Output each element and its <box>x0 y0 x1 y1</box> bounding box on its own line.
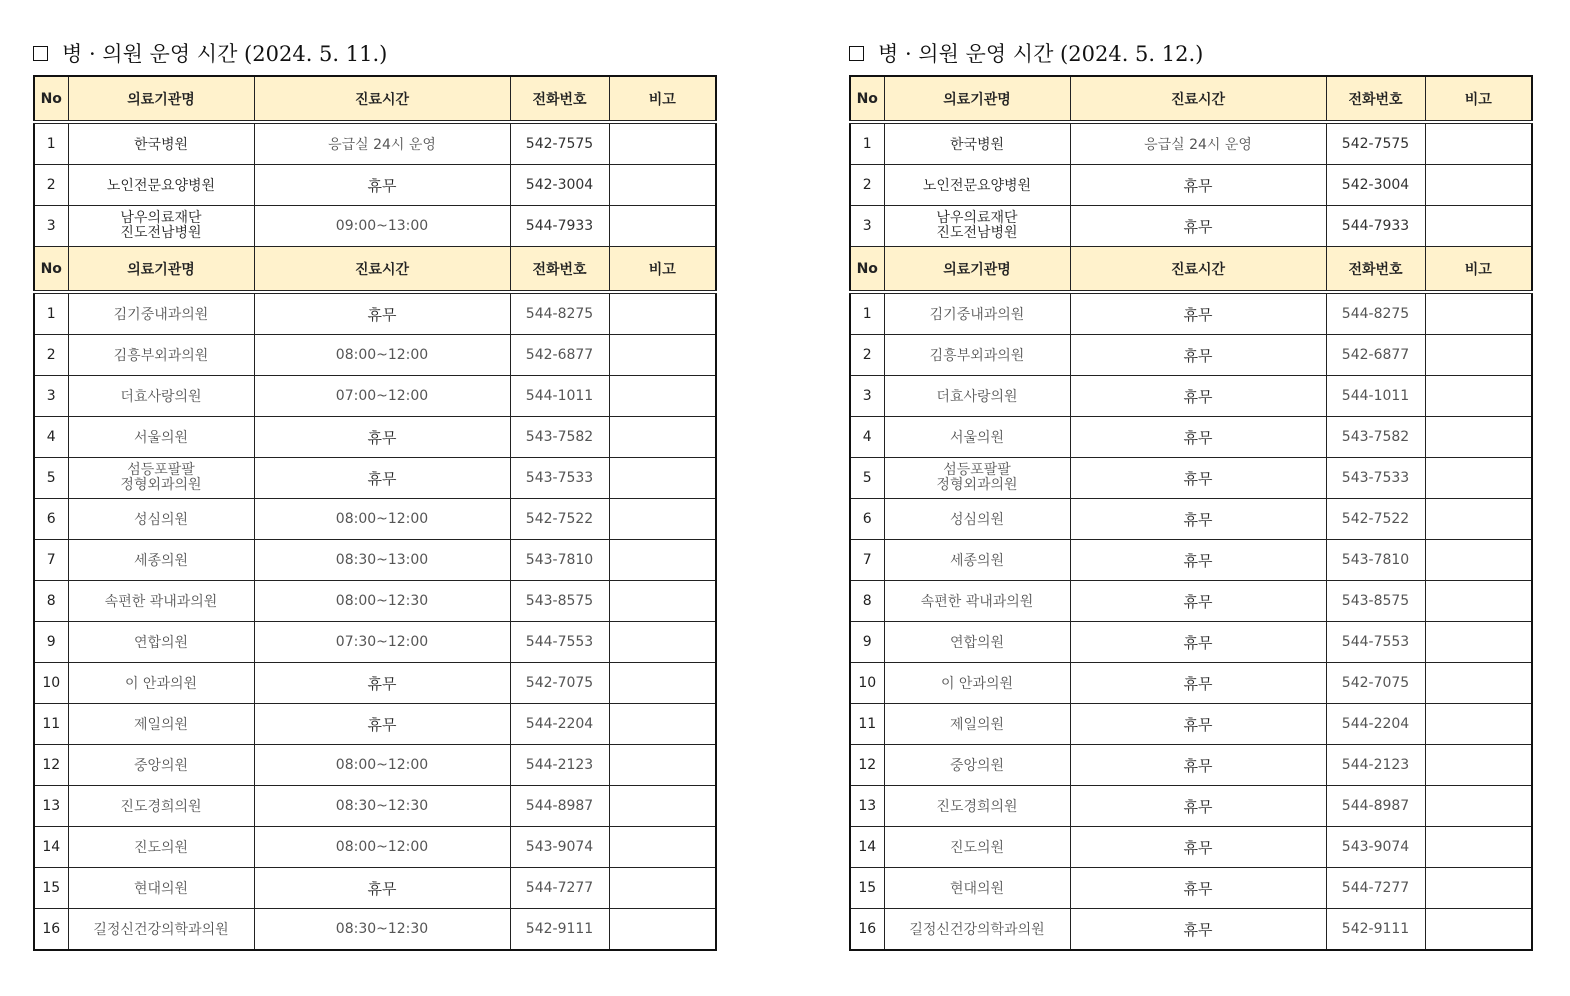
phone-number: 544-2123 <box>510 745 609 786</box>
table-row <box>34 376 716 417</box>
institution-name-line2: 진도전남병원 <box>936 225 1018 241</box>
note-cell <box>1425 622 1532 663</box>
operating-hours: 08:00~12:00 <box>254 745 510 786</box>
row-number: 15 <box>850 868 884 909</box>
table-row <box>34 540 716 581</box>
row-number: 5 <box>34 458 68 499</box>
note-cell <box>609 499 716 540</box>
phone-number: 544-7933 <box>510 206 609 247</box>
table-row <box>850 540 1532 581</box>
note-cell <box>609 292 716 335</box>
table-header-row <box>34 247 716 293</box>
institution-name-line1: 섬등포팔팔 <box>127 462 195 478</box>
row-number: 9 <box>34 622 68 663</box>
institution-name: 노인전문요양병원 <box>68 165 254 206</box>
phone-number: 542-9111 <box>510 909 609 951</box>
row-number: 6 <box>850 499 884 540</box>
note-cell <box>609 786 716 827</box>
operating-hours: 08:30~12:30 <box>254 909 510 951</box>
institution-name-line1: 남우의료재단 <box>120 210 202 226</box>
header-time: 진료시간 <box>1070 247 1326 293</box>
table-row <box>34 909 716 951</box>
institution-name-line2: 진도전남병원 <box>120 225 202 241</box>
header-no: No <box>850 76 884 122</box>
table-row <box>850 206 1532 247</box>
phone-number: 544-8987 <box>510 786 609 827</box>
institution-name-line1: 남우의료재단 <box>936 210 1018 226</box>
header-time: 진료시간 <box>254 76 510 122</box>
operating-hours: 08:30~13:00 <box>254 540 510 581</box>
phone-number: 543-7810 <box>1326 540 1425 581</box>
phone-number: 543-8575 <box>1326 581 1425 622</box>
row-number: 2 <box>850 335 884 376</box>
header-no: No <box>34 76 68 122</box>
note-cell <box>609 376 716 417</box>
institution-name: 한국병원 <box>884 122 1070 165</box>
phone-number: 542-7075 <box>510 663 609 704</box>
phone-number: 542-7522 <box>510 499 609 540</box>
note-cell <box>1425 868 1532 909</box>
row-number: 13 <box>850 786 884 827</box>
note-cell <box>609 206 716 247</box>
operating-hours: 휴무 <box>1070 458 1326 499</box>
header-time: 진료시간 <box>1070 76 1326 122</box>
note-cell <box>1425 417 1532 458</box>
note-cell <box>1425 292 1532 335</box>
phone-number: 543-7810 <box>510 540 609 581</box>
hospital-section <box>34 76 716 247</box>
institution-name-line2: 정형외과의원 <box>120 477 202 493</box>
table-row <box>34 786 716 827</box>
schedule-table <box>849 75 1533 951</box>
institution-name: 현대의원 <box>884 868 1070 909</box>
operating-hours: 휴무 <box>1070 704 1326 745</box>
header-no: No <box>34 247 68 293</box>
operating-hours: 휴무 <box>254 868 510 909</box>
phone-number: 542-7075 <box>1326 663 1425 704</box>
table-row <box>850 499 1532 540</box>
row-number: 14 <box>34 827 68 868</box>
table-header-row <box>850 76 1532 122</box>
table-row <box>850 581 1532 622</box>
schedule-panel-may-11 <box>33 36 715 951</box>
operating-hours: 09:00~13:00 <box>254 206 510 247</box>
row-number: 2 <box>850 165 884 206</box>
table-row <box>34 827 716 868</box>
operating-hours: 08:00~12:30 <box>254 581 510 622</box>
note-cell <box>1425 458 1532 499</box>
institution-name: 김기중내과의원 <box>68 292 254 335</box>
note-cell <box>1425 663 1532 704</box>
row-number: 13 <box>34 786 68 827</box>
table-row <box>34 458 716 499</box>
phone-number: 542-3004 <box>1326 165 1425 206</box>
table-row <box>850 376 1532 417</box>
institution-name: 더효사랑의원 <box>68 376 254 417</box>
institution-name: 연합의원 <box>68 622 254 663</box>
phone-number: 543-9074 <box>1326 827 1425 868</box>
institution-name: 성심의원 <box>884 499 1070 540</box>
institution-name <box>884 206 1070 247</box>
table-header-row <box>850 247 1532 293</box>
institution-name: 세종의원 <box>884 540 1070 581</box>
note-cell <box>1425 540 1532 581</box>
note-cell <box>1425 376 1532 417</box>
operating-hours: 휴무 <box>1070 417 1326 458</box>
row-number: 12 <box>34 745 68 786</box>
table-row <box>34 663 716 704</box>
operating-hours: 휴무 <box>1070 909 1326 951</box>
row-number: 2 <box>34 335 68 376</box>
operating-hours: 휴무 <box>254 417 510 458</box>
institution-name: 김흥부외과의원 <box>68 335 254 376</box>
institution-name: 연합의원 <box>884 622 1070 663</box>
phone-number: 544-7933 <box>1326 206 1425 247</box>
operating-hours: 08:00~12:00 <box>254 335 510 376</box>
institution-name: 길정신건강의학과의원 <box>884 909 1070 951</box>
note-cell <box>609 663 716 704</box>
operating-hours: 휴무 <box>254 458 510 499</box>
institution-name: 중앙의원 <box>68 745 254 786</box>
row-number: 2 <box>34 165 68 206</box>
table-row <box>850 827 1532 868</box>
phone-number: 543-7582 <box>510 417 609 458</box>
header-note: 비고 <box>609 247 716 293</box>
phone-number: 542-7522 <box>1326 499 1425 540</box>
institution-name: 서울의원 <box>884 417 1070 458</box>
phone-number: 543-7582 <box>1326 417 1425 458</box>
phone-number: 542-7575 <box>1326 122 1425 165</box>
operating-hours: 08:30~12:30 <box>254 786 510 827</box>
note-cell <box>609 581 716 622</box>
note-cell <box>1425 206 1532 247</box>
operating-hours: 08:00~12:00 <box>254 499 510 540</box>
row-number: 10 <box>850 663 884 704</box>
header-note: 비고 <box>1425 76 1532 122</box>
note-cell <box>1425 165 1532 206</box>
operating-hours: 휴무 <box>1070 622 1326 663</box>
schedule-panel-may-12 <box>849 36 1531 951</box>
operating-hours: 휴무 <box>1070 165 1326 206</box>
table-row <box>850 663 1532 704</box>
operating-hours: 휴무 <box>254 165 510 206</box>
institution-name: 진도의원 <box>68 827 254 868</box>
phone-number: 544-2123 <box>1326 745 1425 786</box>
row-number: 8 <box>850 581 884 622</box>
institution-name: 속편한 곽내과의원 <box>68 581 254 622</box>
phone-number: 544-7553 <box>1326 622 1425 663</box>
note-cell <box>1425 745 1532 786</box>
panel-title <box>849 36 1531 70</box>
table-row <box>34 165 716 206</box>
table-row <box>850 909 1532 951</box>
phone-number: 543-7533 <box>510 458 609 499</box>
row-number: 5 <box>850 458 884 499</box>
operating-hours: 휴무 <box>1070 540 1326 581</box>
table-row <box>34 417 716 458</box>
row-number: 7 <box>850 540 884 581</box>
operating-hours: 휴무 <box>1070 335 1326 376</box>
institution-name: 제일의원 <box>884 704 1070 745</box>
table-row <box>34 745 716 786</box>
clinic-section <box>34 247 716 951</box>
phone-number: 544-8275 <box>1326 292 1425 335</box>
row-number: 1 <box>34 122 68 165</box>
phone-number: 544-8987 <box>1326 786 1425 827</box>
note-cell <box>609 165 716 206</box>
table-row <box>34 335 716 376</box>
table-row <box>850 745 1532 786</box>
operating-hours: 07:00~12:00 <box>254 376 510 417</box>
phone-number: 544-1011 <box>1326 376 1425 417</box>
table-row <box>850 868 1532 909</box>
table-row <box>850 122 1532 165</box>
row-number: 1 <box>850 292 884 335</box>
operating-hours: 휴무 <box>1070 827 1326 868</box>
institution-name: 진도의원 <box>884 827 1070 868</box>
note-cell <box>1425 827 1532 868</box>
row-number: 3 <box>850 206 884 247</box>
hospital-section <box>850 76 1532 247</box>
table-row <box>34 206 716 247</box>
operating-hours: 휴무 <box>254 292 510 335</box>
note-cell <box>609 622 716 663</box>
row-number: 4 <box>850 417 884 458</box>
institution-name: 김흥부외과의원 <box>884 335 1070 376</box>
header-name: 의료기관명 <box>68 76 254 122</box>
note-cell <box>609 417 716 458</box>
note-cell <box>609 335 716 376</box>
row-number: 7 <box>34 540 68 581</box>
header-no: No <box>850 247 884 293</box>
institution-name: 길정신건강의학과의원 <box>68 909 254 951</box>
note-cell <box>1425 335 1532 376</box>
row-number: 16 <box>850 909 884 951</box>
header-tel: 전화번호 <box>510 76 609 122</box>
note-cell <box>1425 704 1532 745</box>
header-time: 진료시간 <box>254 247 510 293</box>
row-number: 10 <box>34 663 68 704</box>
panel-title <box>33 36 715 70</box>
phone-number: 542-6877 <box>510 335 609 376</box>
phone-number: 544-2204 <box>510 704 609 745</box>
operating-hours: 휴무 <box>1070 206 1326 247</box>
phone-number: 542-6877 <box>1326 335 1425 376</box>
table-row <box>850 458 1532 499</box>
note-cell <box>609 827 716 868</box>
table-row <box>850 786 1532 827</box>
institution-name: 이 안과의원 <box>68 663 254 704</box>
row-number: 16 <box>34 909 68 951</box>
institution-name: 진도경희의원 <box>68 786 254 827</box>
row-number: 1 <box>34 292 68 335</box>
table-row <box>850 165 1532 206</box>
table-row <box>34 499 716 540</box>
institution-name: 한국병원 <box>68 122 254 165</box>
phone-number: 544-8275 <box>510 292 609 335</box>
schedule-table <box>33 75 717 951</box>
institution-name <box>68 458 254 499</box>
operating-hours: 휴무 <box>254 663 510 704</box>
phone-number: 544-7277 <box>1326 868 1425 909</box>
header-tel: 전화번호 <box>510 247 609 293</box>
operating-hours: 휴무 <box>1070 663 1326 704</box>
phone-number: 542-3004 <box>510 165 609 206</box>
institution-name: 제일의원 <box>68 704 254 745</box>
panel-title-text: 병 · 의원 운영 시간 (2024. 5. 11.) <box>62 42 388 66</box>
institution-name <box>884 458 1070 499</box>
note-cell <box>1425 909 1532 951</box>
operating-hours: 휴무 <box>1070 745 1326 786</box>
note-cell <box>609 909 716 951</box>
table-row <box>850 292 1532 335</box>
institution-name: 노인전문요양병원 <box>884 165 1070 206</box>
table-row <box>34 122 716 165</box>
header-name: 의료기관명 <box>884 76 1070 122</box>
institution-name-line2: 정형외과의원 <box>936 477 1018 493</box>
operating-hours: 08:00~12:00 <box>254 827 510 868</box>
table-row <box>34 704 716 745</box>
table-row <box>34 622 716 663</box>
row-number: 4 <box>34 417 68 458</box>
note-cell <box>609 122 716 165</box>
clinic-section <box>850 247 1532 951</box>
row-number: 1 <box>850 122 884 165</box>
note-cell <box>609 458 716 499</box>
row-number: 14 <box>850 827 884 868</box>
table-row <box>34 581 716 622</box>
operating-hours: 07:30~12:00 <box>254 622 510 663</box>
operating-hours: 휴무 <box>1070 786 1326 827</box>
operating-hours: 휴무 <box>1070 499 1326 540</box>
table-row <box>850 417 1532 458</box>
row-number: 11 <box>34 704 68 745</box>
note-cell <box>1425 786 1532 827</box>
operating-hours: 응급실 24시 운영 <box>254 122 510 165</box>
institution-name-line1: 섬등포팔팔 <box>943 462 1011 478</box>
operating-hours: 휴무 <box>254 704 510 745</box>
institution-name: 세종의원 <box>68 540 254 581</box>
operating-hours: 휴무 <box>1070 292 1326 335</box>
row-number: 3 <box>850 376 884 417</box>
institution-name: 진도경희의원 <box>884 786 1070 827</box>
operating-hours: 휴무 <box>1070 581 1326 622</box>
table-row <box>34 292 716 335</box>
row-number: 3 <box>34 206 68 247</box>
institution-name: 김기중내과의원 <box>884 292 1070 335</box>
phone-number: 544-7277 <box>510 868 609 909</box>
row-number: 9 <box>850 622 884 663</box>
institution-name: 현대의원 <box>68 868 254 909</box>
institution-name: 이 안과의원 <box>884 663 1070 704</box>
row-number: 11 <box>850 704 884 745</box>
phone-number: 543-7533 <box>1326 458 1425 499</box>
phone-number: 542-9111 <box>1326 909 1425 951</box>
row-number: 15 <box>34 868 68 909</box>
header-name: 의료기관명 <box>884 247 1070 293</box>
table-row <box>34 868 716 909</box>
row-number: 3 <box>34 376 68 417</box>
institution-name: 더효사랑의원 <box>884 376 1070 417</box>
phone-number: 544-7553 <box>510 622 609 663</box>
table-row <box>850 622 1532 663</box>
phone-number: 544-1011 <box>510 376 609 417</box>
header-tel: 전화번호 <box>1326 247 1425 293</box>
phone-number: 543-9074 <box>510 827 609 868</box>
note-cell <box>609 868 716 909</box>
operating-hours: 휴무 <box>1070 868 1326 909</box>
header-note: 비고 <box>1425 247 1532 293</box>
institution-name <box>68 206 254 247</box>
institution-name: 서울의원 <box>68 417 254 458</box>
institution-name: 성심의원 <box>68 499 254 540</box>
table-row <box>850 704 1532 745</box>
note-cell <box>609 704 716 745</box>
phone-number: 544-2204 <box>1326 704 1425 745</box>
note-cell <box>1425 122 1532 165</box>
institution-name: 중앙의원 <box>884 745 1070 786</box>
table-header-row <box>34 76 716 122</box>
checkbox-icon <box>849 46 864 61</box>
panel-title-text: 병 · 의원 운영 시간 (2024. 5. 12.) <box>878 42 1204 66</box>
header-note: 비고 <box>609 76 716 122</box>
row-number: 6 <box>34 499 68 540</box>
row-number: 12 <box>850 745 884 786</box>
operating-hours: 휴무 <box>1070 376 1326 417</box>
header-name: 의료기관명 <box>68 247 254 293</box>
table-row <box>850 335 1532 376</box>
operating-hours: 응급실 24시 운영 <box>1070 122 1326 165</box>
phone-number: 543-8575 <box>510 581 609 622</box>
institution-name: 속편한 곽내과의원 <box>884 581 1070 622</box>
note-cell <box>609 745 716 786</box>
phone-number: 542-7575 <box>510 122 609 165</box>
note-cell <box>1425 499 1532 540</box>
note-cell <box>1425 581 1532 622</box>
row-number: 8 <box>34 581 68 622</box>
header-tel: 전화번호 <box>1326 76 1425 122</box>
note-cell <box>609 540 716 581</box>
checkbox-icon <box>33 46 48 61</box>
